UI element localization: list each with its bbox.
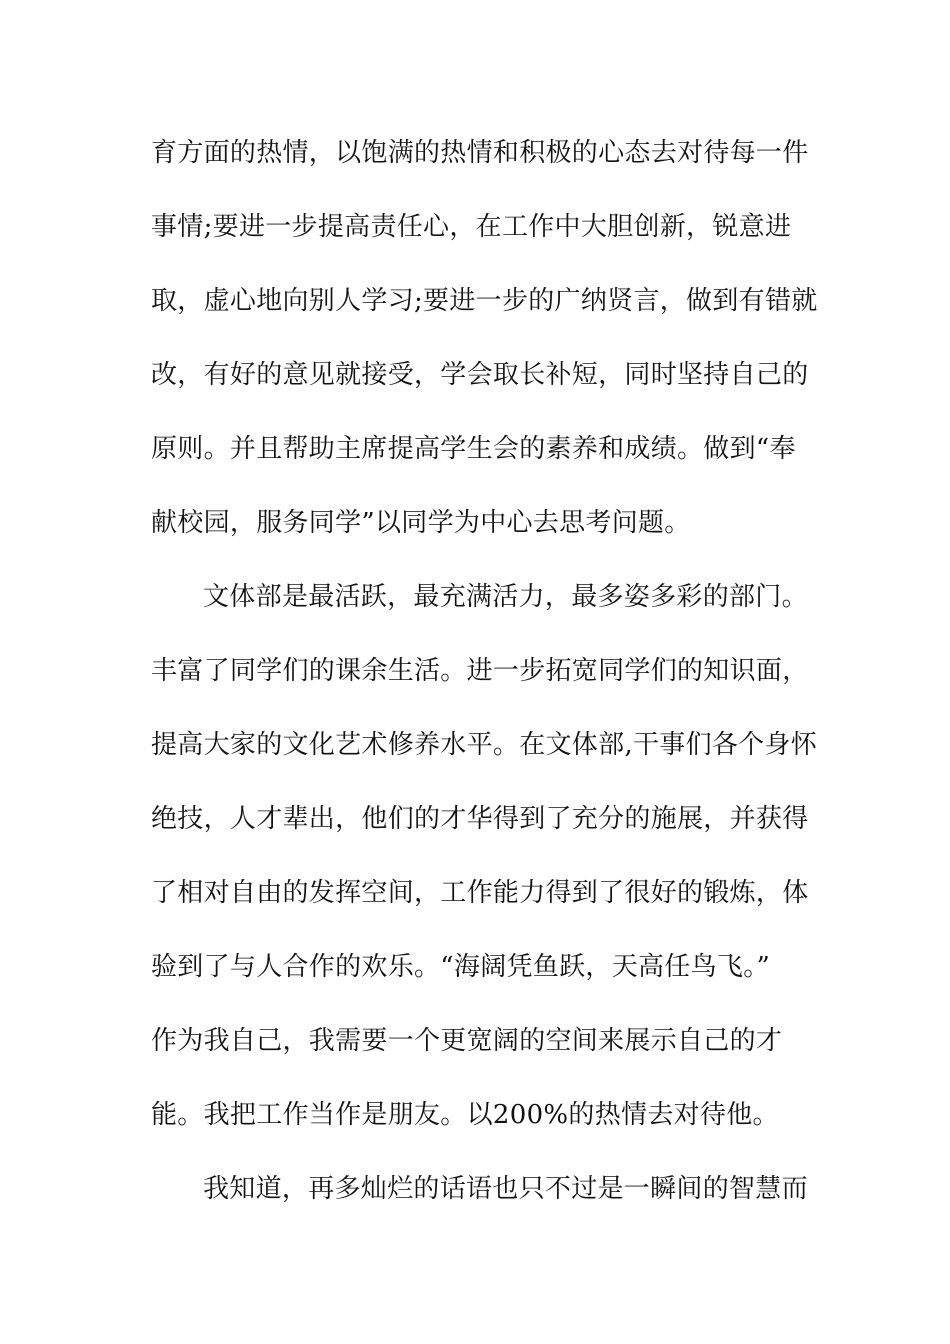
paragraph-line: 献校园，服务同学”以同学为中心去思考问题。	[151, 508, 691, 538]
paragraph-line: 绝技，人才辈出，他们的才华得到了充分的施展，并获得	[151, 804, 809, 834]
paragraph-line: 提高大家的文化艺术修养水平。在文体部,干事们各个身怀	[151, 730, 818, 760]
paragraph-line: 事情;要进一步提高责任心，在工作中大胆创新，锐意进	[151, 212, 792, 242]
paragraph-line: 我知道，再多灿烂的话语也只不过是一瞬间的智慧而	[203, 1174, 808, 1204]
paragraph-line: 能。我把工作当作是朋友。以200%的热情去对待他。	[151, 1100, 779, 1130]
paragraph-line: 文体部是最活跃，最充满活力，最多姿多彩的部门。	[203, 582, 808, 612]
paragraph-line: 作为我自己，我需要一个更宽阔的空间来展示自己的才	[151, 1026, 783, 1056]
paragraph-line: 原则。并且帮助主席提高学生会的素养和成绩。做到“奉	[151, 434, 796, 464]
paragraph-line: 育方面的热情，以饱满的热情和积极的心态去对待每一件	[151, 138, 809, 168]
paragraph-line: 丰富了同学们的课余生活。进一步拓宽同学们的知识面，	[151, 656, 809, 686]
paragraph-line: 了相对自由的发挥空间，工作能力得到了很好的锻炼，体	[151, 878, 809, 908]
paragraph-line: 验到了与人合作的欢乐。“海阔凭鱼跃，天高任鸟飞。”	[151, 952, 771, 982]
paragraph-line: 取，虚心地向别人学习;要进一步的广纳贤言，做到有错就	[151, 286, 818, 316]
paragraph-line: 改，有好的意见就接受，学会取长补短，同时坚持自己的	[151, 360, 809, 390]
